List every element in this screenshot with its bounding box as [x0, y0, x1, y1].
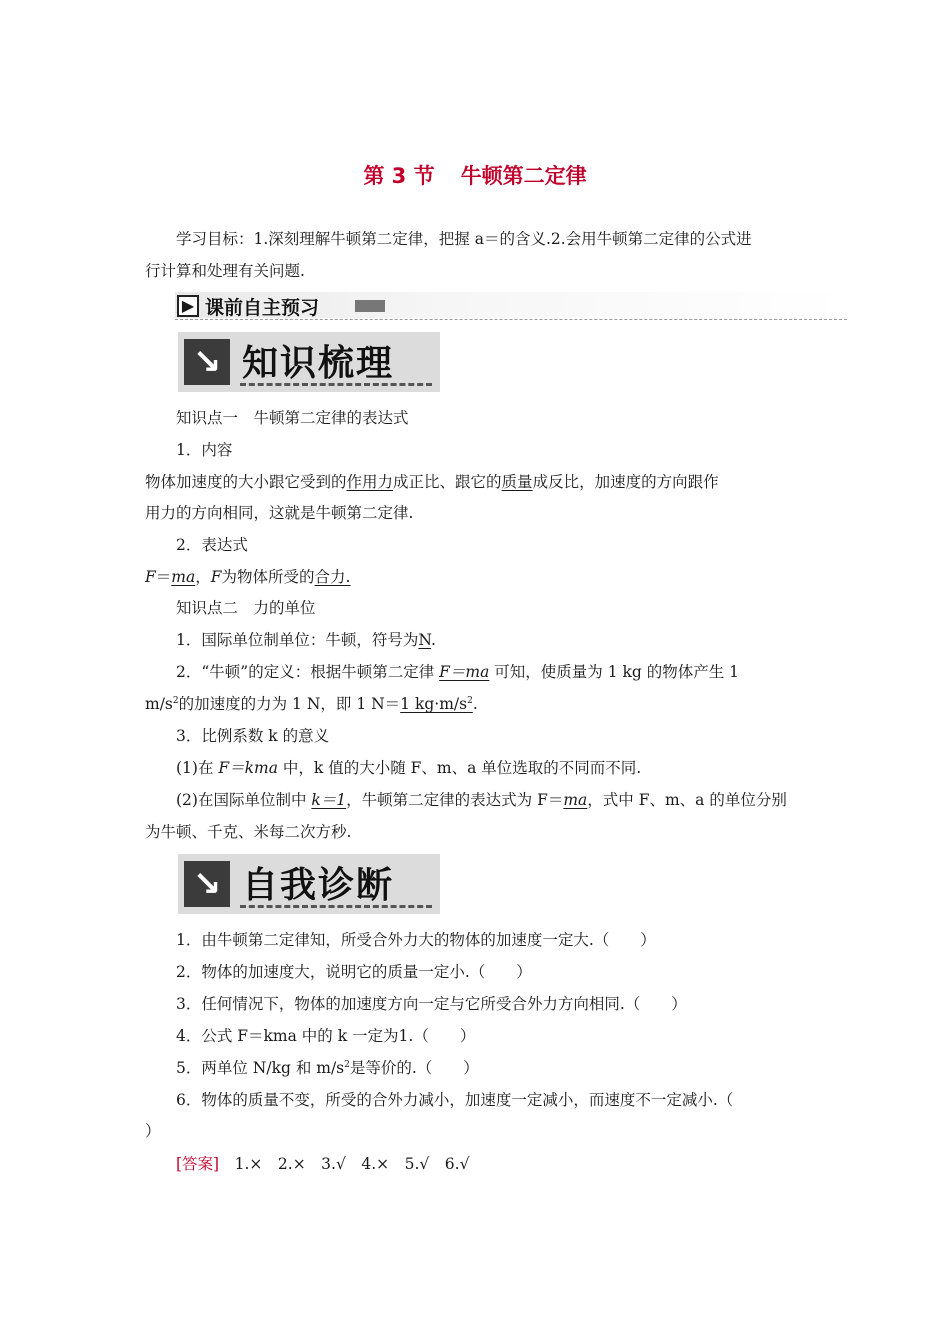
arrow-down-right-icon: ↘ — [184, 861, 230, 907]
arrow-down-right-icon: ↘ — [184, 339, 230, 385]
k2-line-7: 为牛顿、千克、米每二次方秒. — [145, 823, 352, 841]
k1-item2: 2．表达式 — [176, 536, 248, 554]
answer-values: 1.× 2.× 3.√ 4.× 5.√ 6.√ — [234, 1155, 470, 1173]
formula-ma: ma — [171, 568, 196, 586]
formula-f-ma: F＝ma — [439, 663, 490, 681]
term-force: 作用力 — [346, 473, 394, 491]
unit-symbol: N — [418, 631, 431, 649]
answer-tag: [答案] — [176, 1155, 220, 1173]
question-5: 5．两单位 N/kg 和 $m/s^2$是等价的.（ ） — [176, 1059, 479, 1077]
question-6: 6．物体的质量不变，所受的合外力减小，加速度一定减小，而速度不一定减小.（ — [176, 1091, 734, 1109]
k1-item1: 1．内容 — [176, 441, 233, 459]
k2-line-3: $m/s^2$的加速度的力为 1 N，即 1 N＝1 $kg\cdot m/s^2$. — [145, 695, 478, 713]
arrow-icon: ▶ — [177, 295, 199, 317]
banner-diagnosis — [178, 854, 440, 914]
k2-line-6: (2)在国际单位制中 k＝1，牛顿第二定律的表达式为 F＝ma，式中 F、m、a 的单位分别 — [176, 791, 787, 809]
k1-paragraph-2: 用力的方向相同，这就是牛顿第二定律. — [145, 504, 414, 522]
question-2: 2．物体的加速度大，说明它的质量一定小.（ ） — [176, 963, 532, 981]
unit-definition: 1 $kg\cdot m/s^2$ — [400, 695, 473, 713]
objectives-line-2: 行计算和处理有关问题. — [145, 262, 305, 280]
question-6-cont: ） — [145, 1122, 161, 1140]
answer-line — [176, 1154, 469, 1174]
banner-knowledge — [178, 332, 440, 392]
question-3: 3．任何情况下，物体的加速度方向一定与它所受合外力方向相同.（ ） — [176, 995, 687, 1013]
k-equals-1: k＝1 — [311, 791, 347, 809]
k2-line-5: (1)在 F＝kma 中，k 值的大小随 F、m、a 单位选取的不同而不同. — [176, 759, 642, 777]
banner-knowledge-label: 知识梳理 — [242, 343, 395, 384]
question-1: 1．由牛顿第二定律知，所受合外力大的物体的加速度一定大.（ ） — [176, 931, 656, 949]
k2-line-2: 2．“牛顿”的定义：根据牛顿第二定律 F＝ma 可知，使质量为 1 kg 的物体产生 1 — [176, 663, 740, 681]
section-bar-label: 课前自主预习 — [205, 297, 320, 319]
banner-diagnosis-label: 自我诊断 — [242, 865, 395, 906]
term-mass: 质量 — [501, 473, 533, 491]
k1-formula: F＝ma，F为物体所受的合力. — [145, 568, 351, 586]
k1-paragraph-1: 物体加速度的大小跟它受到的作用力成正比、跟它的质量成反比，加速度的方向跟作 — [145, 473, 719, 491]
k2-line-4: 3．比例系数 k 的意义 — [176, 727, 330, 745]
question-4: 4．公式 F＝kma 中的 k 一定为1.（ ） — [176, 1027, 476, 1045]
term-net-force: 合力. — [314, 568, 351, 586]
section-number: 第 3 节 — [363, 164, 435, 188]
page-title — [0, 160, 950, 190]
k2-line-1: 1．国际单位制单位：牛顿，符号为N. — [176, 631, 436, 649]
section-bar-preview — [175, 292, 847, 322]
decor-block — [355, 300, 385, 312]
k1-heading: 知识点一 牛顿第二定律的表达式 — [176, 409, 409, 427]
section-name: 牛顿第二定律 — [460, 164, 587, 188]
formula-ma-2: ma — [563, 791, 588, 809]
objectives-line-1: 学习目标：1.深刻理解牛顿第二定律，把握 a＝的含义.2.会用牛顿第二定律的公式进 — [176, 230, 752, 248]
k2-heading: 知识点二 力的单位 — [176, 599, 316, 617]
